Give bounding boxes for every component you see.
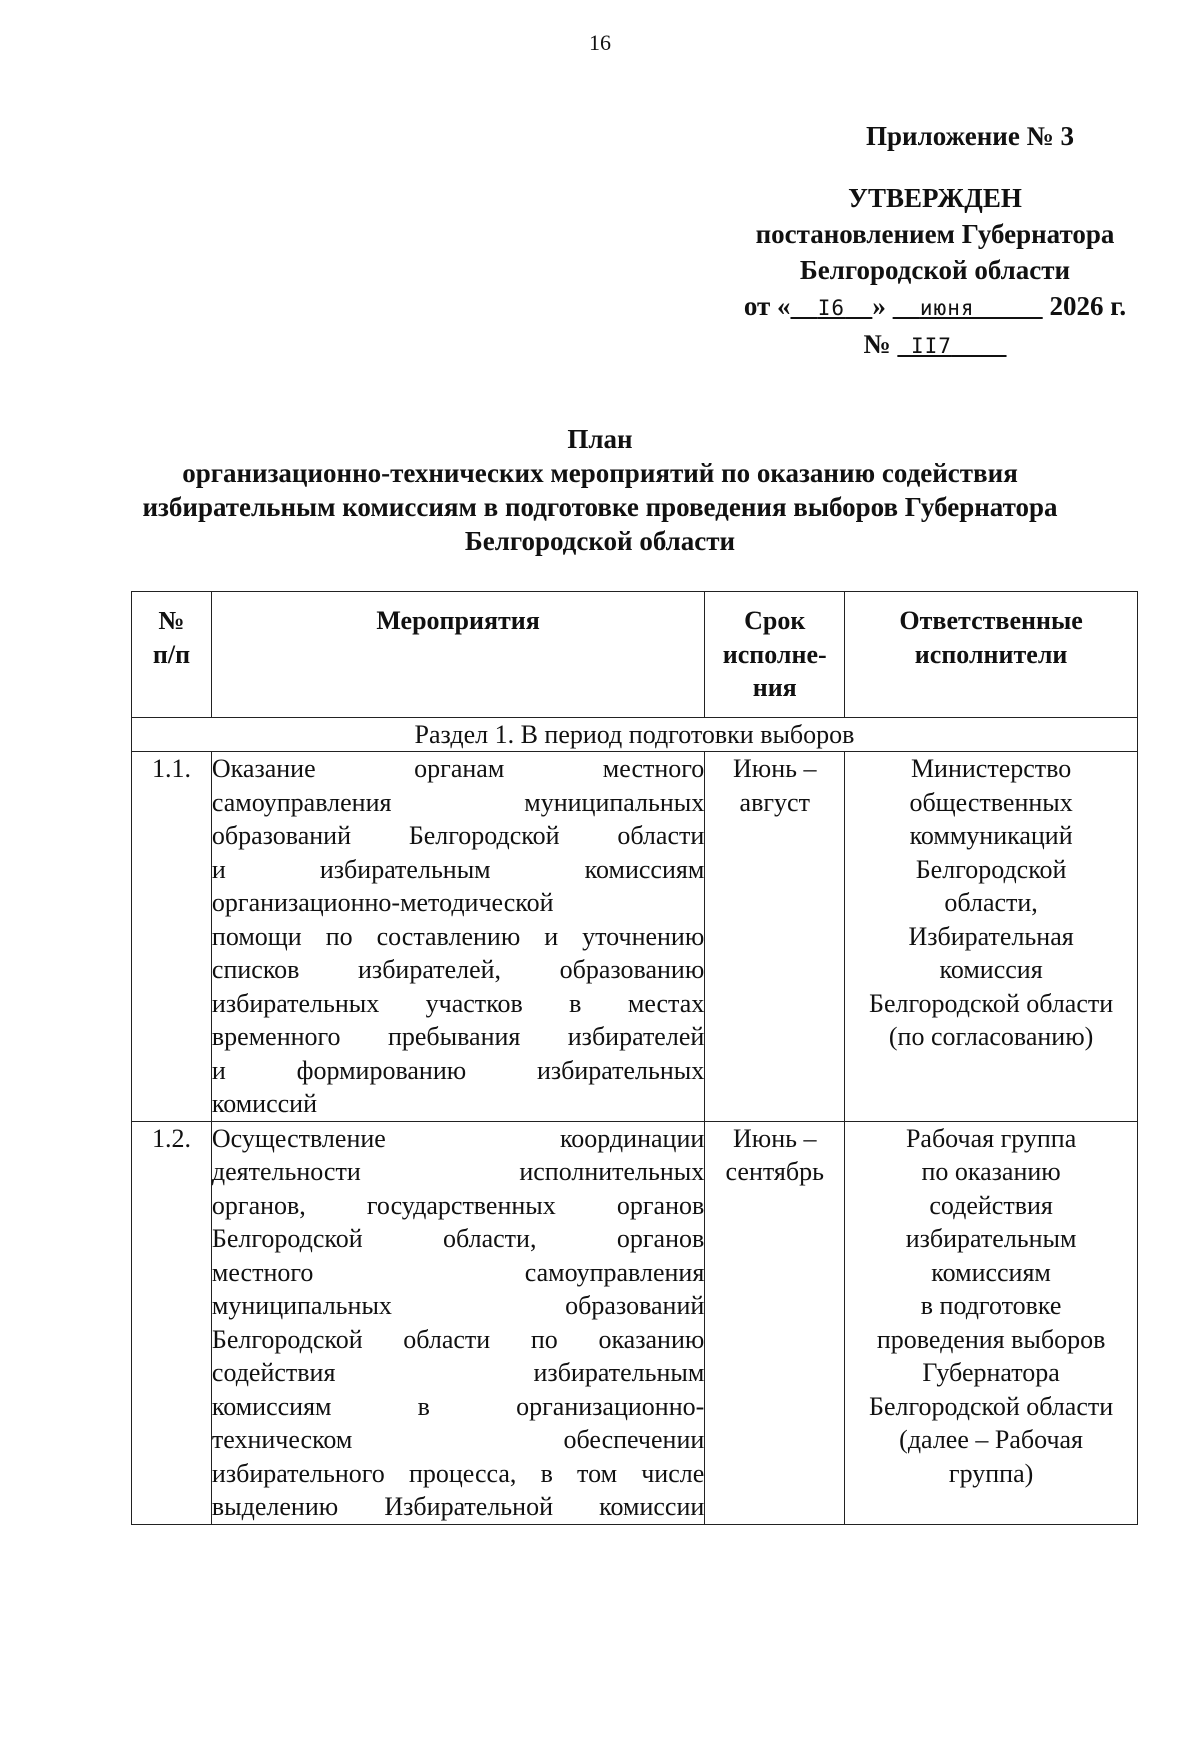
header-term: Срок исполне- ния xyxy=(705,592,845,718)
row-responsible: Рабочая группа по оказанию содействия избирательным комиссиям в подготовке проведения выборов Губернатора Белгородской области (далее – Рабочая группа) xyxy=(845,1121,1138,1524)
row-responsible: Министерство общественных коммуникаций Белгородской области, Избирательная комиссия Белгородской области (по согласованию) xyxy=(845,752,1138,1122)
header-number: № п/п xyxy=(132,592,212,718)
date-prefix: от « xyxy=(743,291,791,321)
approved-by-line-1: постановлением Губернатора xyxy=(755,219,1115,249)
number-value: II7 xyxy=(911,334,952,358)
row-number: 1.2. xyxy=(132,1121,212,1524)
table-row xyxy=(132,752,1138,1122)
number-prefix: № xyxy=(863,329,891,359)
table-row xyxy=(132,1121,1138,1524)
row-activity: Осуществление координации деятельности исполнительных органов, государственных органов Белгородской области, органов местного самоуправления муниципальных образований Белгородской области по оказанию содействия избирательным комиссиям в организационно- техническом обеспечении избирательного процесса, в том числе выделению Избирательной комиссии xyxy=(211,1121,704,1524)
header-responsible: Ответственные исполнители xyxy=(845,592,1138,718)
header-activity: Мероприятия xyxy=(211,592,704,718)
title-line-4: Белгородской области xyxy=(464,526,736,556)
date-month: июня xyxy=(919,296,975,320)
section-title: Раздел 1. В период подготовки выборов xyxy=(132,717,1138,752)
approved-label: УТВЕРЖДЕН xyxy=(848,183,1022,213)
row-number: 1.1. xyxy=(132,752,212,1122)
appendix-label: Приложение № 3 xyxy=(866,121,1074,151)
date-year: 2026 г. xyxy=(1049,291,1127,321)
approved-by-line-2: Белгородской области xyxy=(799,255,1071,285)
page-number: 16 xyxy=(589,30,611,55)
row-activity: Оказание органам местного самоуправления муниципальных образований Белгородской области и избирательным комиссиям организационно-методической помощи по составлению и уточнению списков избирателей, образованию избирательных участков в местах временного пребывания избирателей и формированию избирательных комиссий xyxy=(211,752,704,1122)
date-mid: » xyxy=(872,291,886,321)
document-title xyxy=(60,422,1140,558)
approval-number xyxy=(700,326,1170,364)
approval-date xyxy=(700,288,1170,326)
table-header-row xyxy=(132,592,1138,718)
approval-block xyxy=(700,118,1170,364)
plan-table xyxy=(131,591,1138,1525)
row-term: Июнь – сентябрь xyxy=(705,1121,845,1524)
row-term: Июнь – август xyxy=(705,752,845,1122)
title-line-2: организационно-технических мероприятий по оказанию содействия xyxy=(182,458,1018,488)
title-line-3: избирательным комиссиям в подготовке проведения выборов Губернатора xyxy=(142,492,1058,522)
section-row xyxy=(132,717,1138,752)
date-day: I6 xyxy=(817,296,846,320)
title-line-1: План xyxy=(567,424,633,454)
